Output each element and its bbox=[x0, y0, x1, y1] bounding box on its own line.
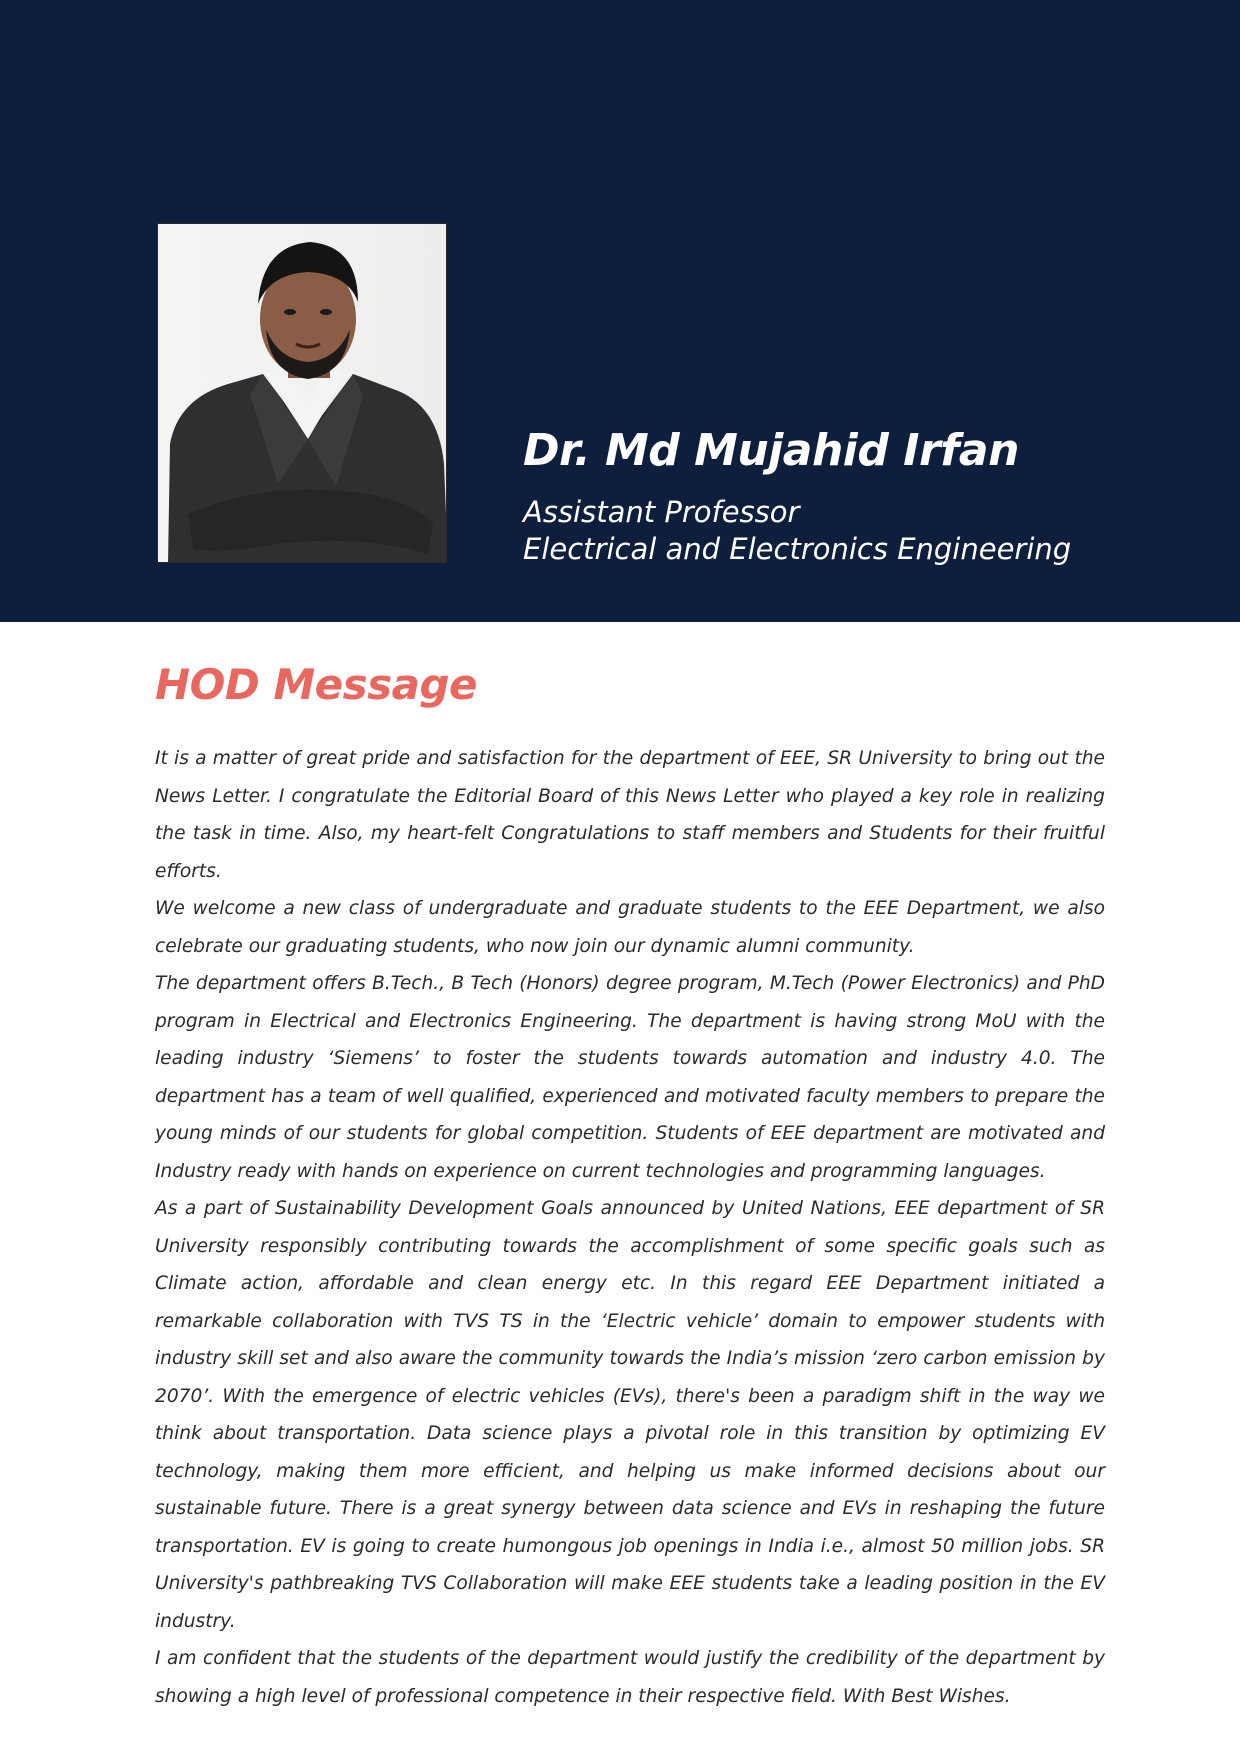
designation-department: Electrical and Electronics Engineering bbox=[523, 532, 1072, 566]
message-paragraph: The department offers B.Tech., B Tech (Honors) degree program, M.Tech (Power Electronics) and PhD program in Electrical and Electronics Engineering. The department is having strong MoU with the leading industry ‘Siemens’ to foster the students towards automation and industry 4.0. The department has a team of well qualified, experienced and motivated faculty members to prepare the young minds of our students for global competition. Students of EEE department are motivated and Industry ready with hands on experience on current technologies and programming languages. bbox=[155, 973, 1105, 1182]
person-name: Dr. Md Mujahid Irfan bbox=[523, 425, 1019, 476]
hod-message-body bbox=[155, 740, 1105, 1715]
message-paragraph: It is a matter of great pride and satisfaction for the department of EEE, SR University to bring out the News Letter. I congratulate the Editorial Board of this News Letter who played a key role in realizing the task in time. Also, my heart-felt Congratulations to staff members and Students for their fruitful efforts. bbox=[155, 748, 1105, 882]
profile-photo bbox=[157, 223, 447, 563]
message-paragraph: I am confident that the students of the department would justify the credibility of the department by showing a high level of professional competence in their respective field. With Best Wishes. bbox=[155, 1648, 1105, 1707]
designation bbox=[523, 494, 1071, 568]
message-paragraph: As a part of Sustainability Development Goals announced by United Nations, EEE department of SR University responsibly contributing towards the accomplishment of some specific goals such as Climate action, affordable and clean energy etc. In this regard EEE Department initiated a remarkable collaboration with TVS TS in the ‘Electric vehicle’ domain to empower students with industry skill set and also aware the community towards the India’s mission ‘zero carbon emission by 2070’. With the emergence of electric vehicles (EVs), there's been a paradigm shift in the way we think about transportation. Data science plays a pivotal role in this transition by optimizing EV technology, making them more efficient, and helping us make informed decisions about our sustainable future. There is a great synergy between data science and EVs in reshaping the future transportation. EV is going to create humongous job openings in India i.e., almost 50 million jobs. SR University's pathbreaking TVS Collaboration will make EEE students take a leading position in the EV industry. bbox=[155, 1198, 1105, 1632]
message-paragraph: We welcome a new class of undergraduate and graduate students to the EEE Department, we also celebrate our graduating students, who now join our dynamic alumni community. bbox=[155, 898, 1105, 957]
designation-title: Assistant Professor bbox=[523, 495, 800, 529]
section-title: HOD Message bbox=[155, 660, 478, 709]
